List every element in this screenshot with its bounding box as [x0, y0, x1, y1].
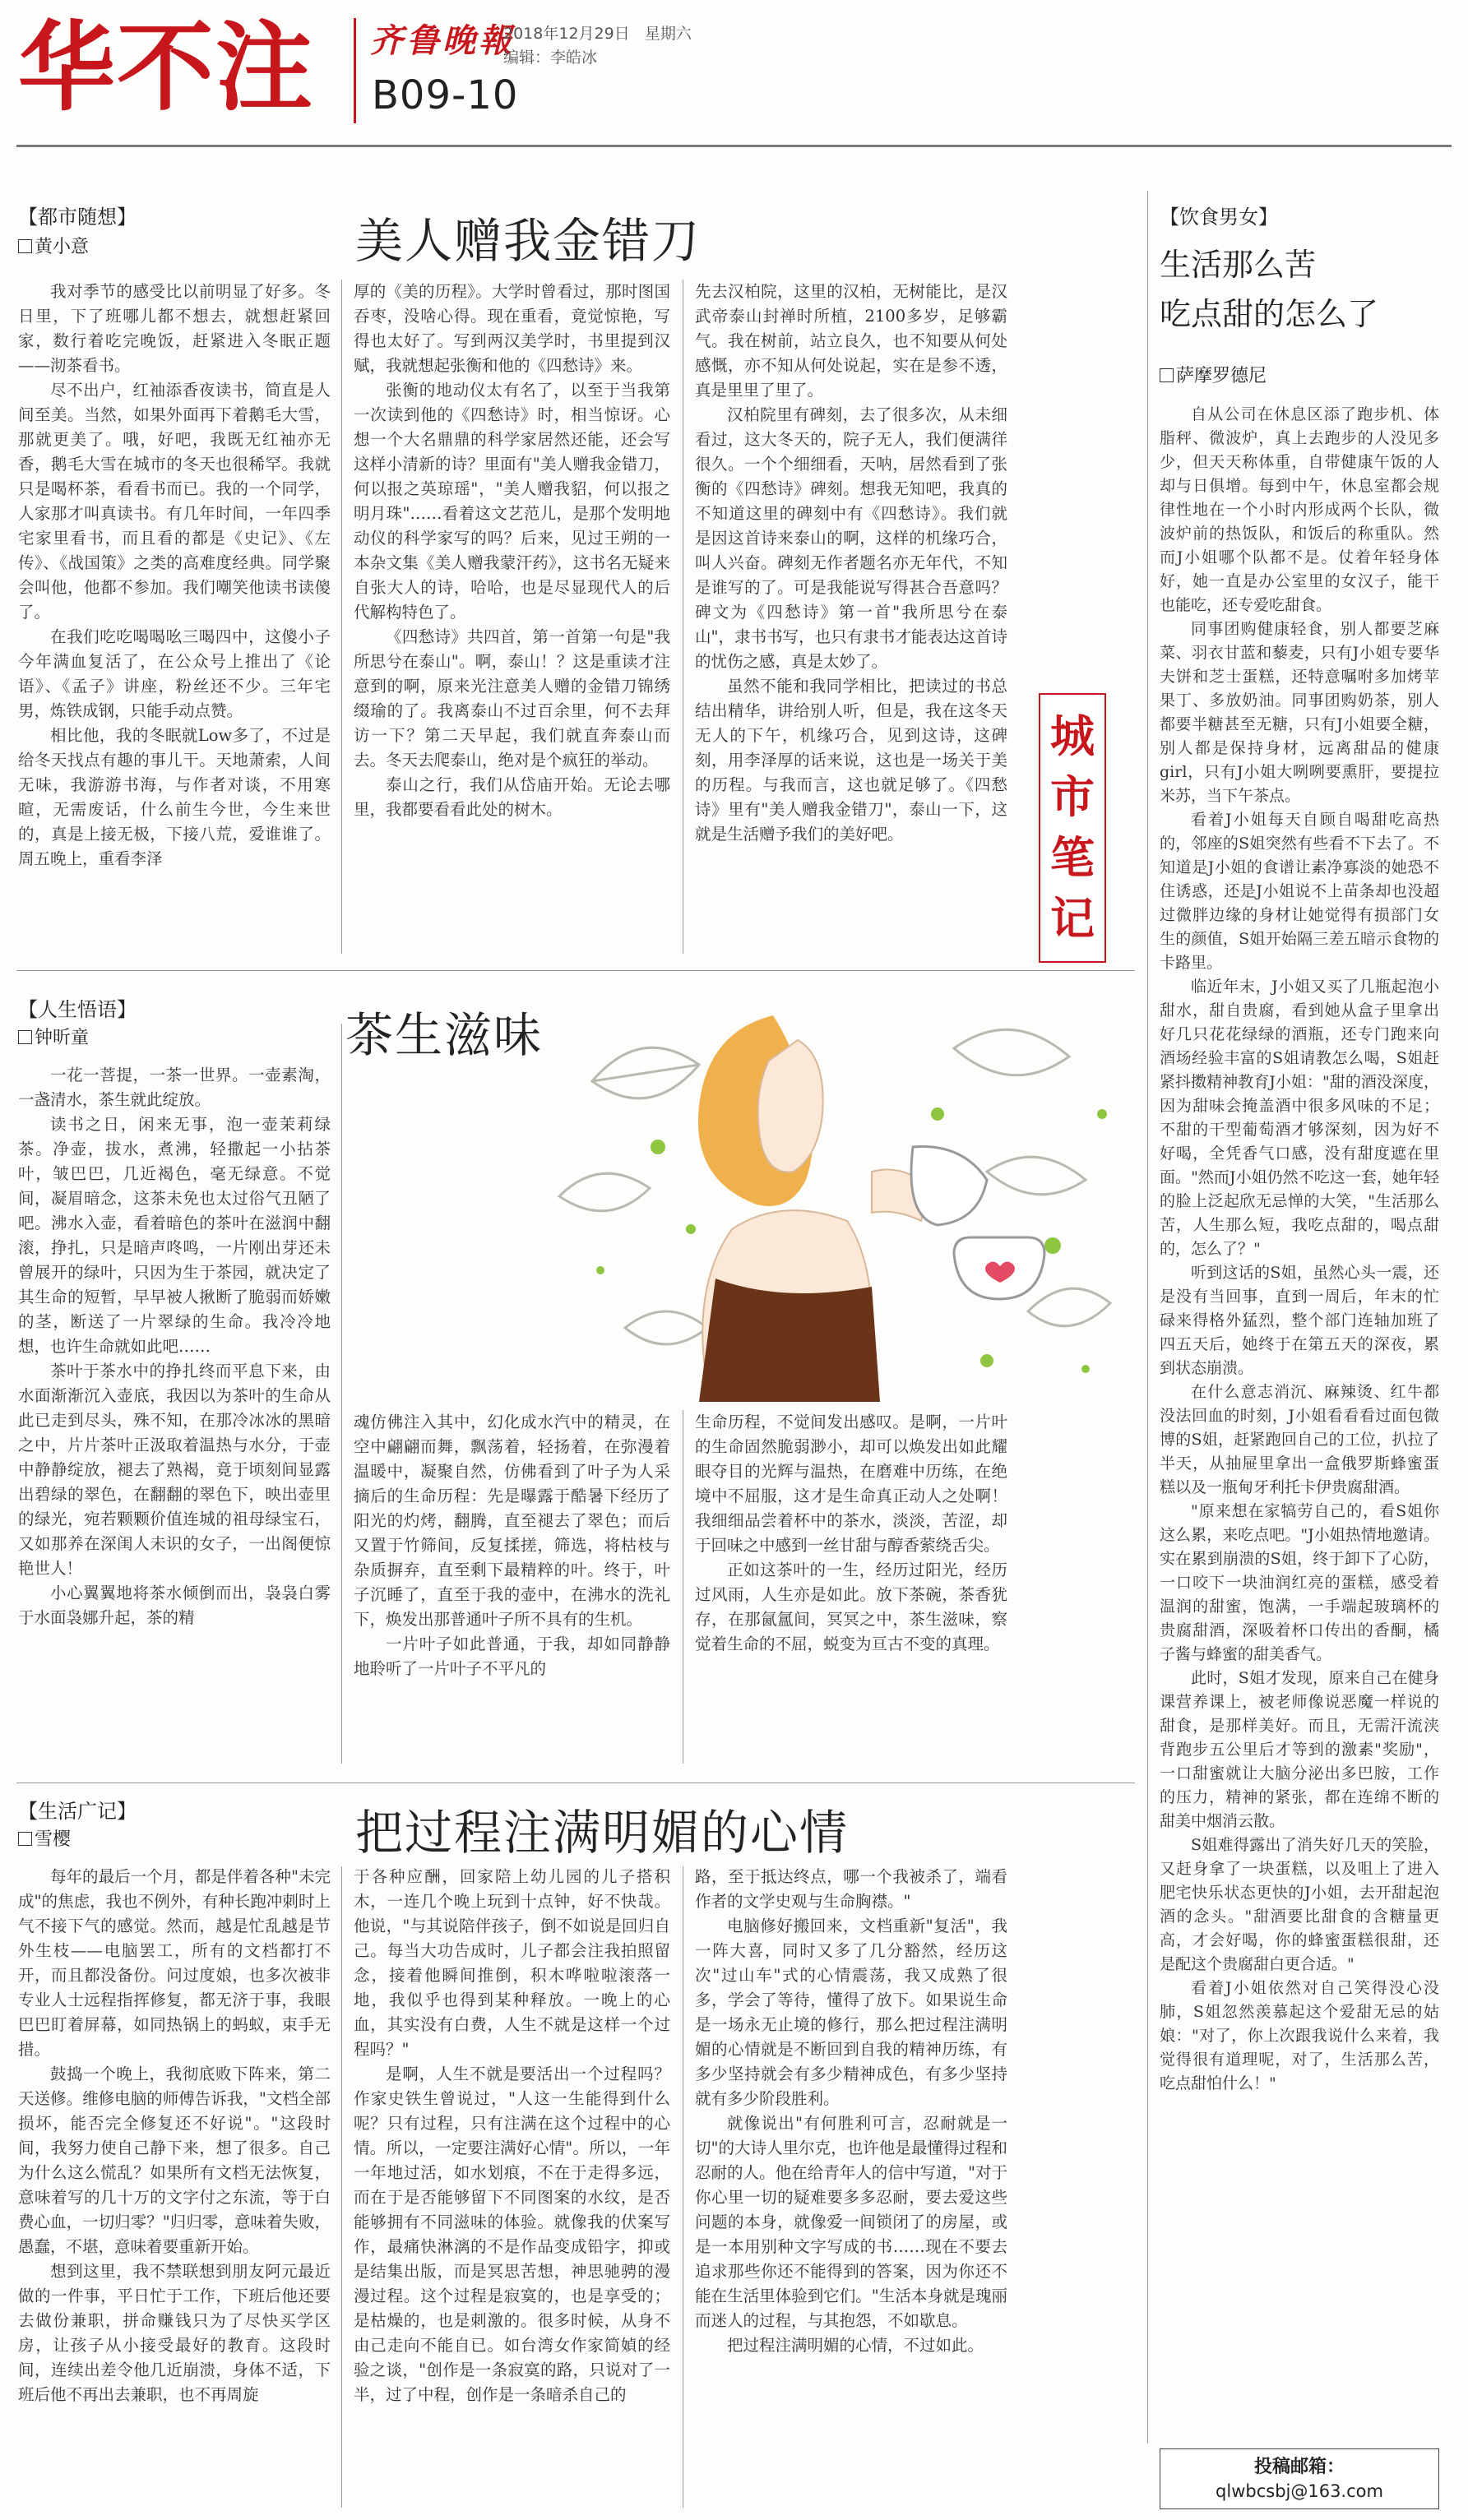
- paragraph: 听到这话的S姐，虽然心头一震，还是没有当回事，直到一周后，年末的忙碌来得格外猛烈，整个部门连轴加班了四五天后，她终于在第五天的深夜，累到状态崩溃。: [1160, 1264, 1439, 1377]
- byline: [18, 233, 89, 258]
- article-title: 把过程注满明媚的心情: [355, 1805, 850, 1861]
- masthead-divider: [354, 18, 356, 123]
- paragraph: 《四愁诗》共四首，第一首第一句是"我所思兮在泰山"。啊，泰山！？这是重读才注意到的啊，原来光注意美人赠的金错刀锦绣缀瑜的了。我离泰山不过百余里，何不去拜访一下？第二天早起，我们就直奔泰山而去。冬天去爬泰山，绝对是个疯狂的举动。: [354, 627, 670, 770]
- teapot: [911, 1147, 987, 1226]
- article-column-2: [354, 1865, 670, 2407]
- paragraph: 茶叶于茶水中的挣扎终而平息下来，由水面渐渐沉入壶底，我因以为茶叶的生命从此已走到尽头，殊不知，在那冷冰冰的黑暗之中，片片茶叶正汲取着温热与水分，于壶中静静绽放，褪去了熟褐，竟于顷刻间显露出碧绿的翠色，在翻翻的翠色下，映出壶里的绿光，宛若颗颗价值连城的祖母绿宝石，又如那养在深闺人未识的女子，一出阁便惊艳世人！: [18, 1362, 331, 1578]
- byline: [1160, 362, 1267, 387]
- col-divider: [341, 1024, 342, 1764]
- author-name: 萨摩罗德尼: [1176, 366, 1267, 386]
- paragraph: 是啊，人生不就是要活出一个过程吗？作家史铁生曾说过，"人这一生能得到什么呢？只有过程，只有注满在这个过程中的心情。所以，一定要注满好心情"。所以，一年一年地过活，如水划痕，不在于走得多远，而在于是否能够留下不同图案的水纹，是否能够拥有不同滋味的体验。就像我的伏案写作，最痛快淋漓的不是作品变成铅字，抑或是结集出版，而是冥思苦想，神思驰骋的漫漫过程。这个过程是寂寞的，也是享受的；是枯燥的，也是刺激的。很多时候，从身不由己走向不能自已。如台湾女作家简媜的经验之谈，"创作是一条寂寞的路，只说对了一半，过了中程，创作是一条暗杀自己的: [354, 2065, 670, 2404]
- column-label: 【生活广记】: [18, 1800, 137, 1823]
- paragraph: 在什么意志消沉、麻辣烫、红牛都没法回血的时刻，J小姐看看看过面包微博的S姐，赶紧跑回自己的工位，扒拉了半天，从抽屉里拿出一盒俄罗斯蜂蜜蛋糕以及一瓶甸牙利托卡伊贵腐甜酒。: [1160, 1383, 1439, 1496]
- column-label: 【饮食男女】: [1160, 206, 1278, 229]
- paragraph: 生命历程，不觉间发出感叹。是啊，一片叶的生命固然脆弱渺小，却可以焕发出如此耀眼夺目的光辉与温热，在磨难中历练，在绝境中不屈服，这才是生命真正动人之处啊！我细细品尝着杯中的茶水，淡淡，苦涩，却于回味之中感到一丝甘甜与醇香萦绕舌尖。: [695, 1413, 1007, 1555]
- article-column-1: [18, 280, 331, 872]
- author-name: 钟昕童: [35, 1028, 90, 1048]
- paragraph: 想到这里，我不禁联想到朋友阿元最近做的一件事，平日忙于工作，下班后他还要去做份兼职，拼命赚钱只为了尽快买学区房，让孩子从小接受最好的教育。这段时间，连续出差令他几近崩溃，身体不适，下班后他不再出去兼职，也不再周旋: [18, 2262, 331, 2404]
- stamp-text: 城市笔记: [1050, 710, 1095, 945]
- paragraph: 厚的《美的历程》。大学时曾看过，那时图国吞枣，没啥心得。现在重看，竟觉惊艳，写得也太好了。写到两汉美学时，书里提到汉赋，我就想起张衡和他的《四愁诗》来。: [354, 282, 670, 375]
- section-divider-1: [16, 970, 1135, 971]
- paragraph: 此时，S姐才发现，原来自己在健身课营养课上，被老师像说恶魔一样说的甜食，是那样美好。而且，无需汗流浃背跑步五公里后才等到的激素"奖励"，一口甜蜜就让大脑分泌出多巴胺，工作的压力，精神的紧张，都在连绵不断的甜美中烟消云散。: [1160, 1669, 1439, 1830]
- paragraph: 在我们吃吃喝喝吆三喝四中，这傻小子今年满血复活了，在公众号上推出了《论语》、《孟子》讲座，粉丝还不少。三年宅男，炼铁成钢，只能手动点赞。: [18, 627, 331, 720]
- author-name: 雪樱: [35, 1829, 72, 1850]
- right-column-divider: [1147, 191, 1148, 2444]
- article-title-line-1: 生活那么苦: [1160, 247, 1317, 283]
- paragraph: "原来想在家犒劳自己的，看S姐你这么累，来吃点吧。"J小姐热情地邀请。实在累到崩溃的S姐，终于卸下了心防，一口咬下一块油润红亮的蛋糕，感受着温润的甜蜜，饱满，一手端起玻璃杯的贵腐甜酒，深吸着杯口传出的香酮，橘子酱与蜂蜜的甜美香气。: [1160, 1502, 1439, 1663]
- section-divider-2: [16, 1782, 1135, 1783]
- paragraph: 泰山之行，我们从岱庙开始。无论去哪里，我都要看看此处的树木。: [354, 775, 670, 819]
- paragraph: 同事团购健康轻食，别人都要芝麻菜、羽衣甘蓝和藜麦，只有J小姐专要华夫饼和芝士蛋糕，还特意嘱咐多加烤苹果丁、多放奶油。同事团购奶茶，别人都要半糖甚至无糖，只有J小姐要全糖，别人都是保持身材，远离甜品的健康girl，只有J小姐大咧咧要熏肝，要提拉米苏，当下午茶点。: [1160, 620, 1439, 805]
- issue-date: 2018年12月29日: [503, 25, 630, 43]
- paragraph: 虽然不能和我同学相比，把读过的书总结出精华，讲给别人听，但是，我在这冬天无人的下午，机缘巧合，见到这诗，这碑刻，用李泽厚的话来说，这也是一场关于美的历程。与我而言，这也就足够了。《四愁诗》里有"美人赠我金错刀"，泰山一下，这就是生活赠予我们的美好吧。: [695, 677, 1007, 844]
- paragraph: 小心翼翼地将茶水倾倒而出，袅袅白雾于水面袅娜升起，茶的精: [18, 1584, 331, 1627]
- paragraph: 相比他，我的冬眠就Low多了，不过是给冬天找点有趣的事儿干。天地萧索，人间无味，我游游书海，与作者对谈，不用寒暄，无需废话，什么前生今世，今生来世的，真是上接无极，下接八荒，爱谁谁了。周五晚上，重看李泽: [18, 726, 331, 868]
- author-name: 黄小意: [35, 237, 90, 257]
- paragraph: 看着J小姐依然对自己笑得没心没肺，S姐忽然羡慕起这个爱甜无忌的姑娘："对了，你上次跟我说什么来着，我觉得很有道理呢，对了，生活那么苦，吃点甜怕什么！": [1160, 1979, 1439, 2092]
- paragraph: 把过程注满明媚的心情，不过如此。: [727, 2336, 984, 2355]
- paragraph: 尽不出户，红袖添香夜读书，简直是人间至美。当然，如果外面再下着鹅毛大雪，那就更美了。哦，好吧，我既无红袖亦无香，鹅毛大雪在城市的冬天也很稀罕。我就只是喝杯茶，看看书而已。我的一个同学，人家那才叫真读书。有几年时间，一年四季宅家里看书，而且看的都是《史记》、《左传》、《战国策》之类的高难度经典。同学聚会叫他，他都不参加。我们嘲笑他读书读傻了。: [18, 381, 331, 622]
- submission-label: 投稿邮箱：: [1253, 2457, 1345, 2477]
- article-column-1: [18, 1865, 331, 2407]
- article-title-line-2: 吃点甜的怎么了: [1160, 296, 1379, 332]
- byline-box-icon: [18, 1030, 32, 1044]
- paragraph: 鼓捣一个晚上，我彻底败下阵来，第二天送修。维修电脑的师傅告诉我，"文档全部损坏，能否完全修复还不好说"。"这段时间，我努力使自己静下来，想了很多。自己为什么这么慌乱？如果所有文档无法恢复，意味着写的几十万的文字付之东流，等于白费心血，一切归零？"归归零，意味着失败，愚蠢，不堪，意味着要重新开始。: [18, 2065, 331, 2256]
- issue-weekday: 星期六: [644, 25, 692, 43]
- paragraph: 电脑修好搬回来，文档重新"复活"，我一阵大喜，同时又多了几分豁然，经历这次"过山车"式的心情震荡，我又成熟了很多，学会了等待，懂得了放下。如果说生命是一场永无止境的修行，那么把过程注满明媚的心情就是不断回到自我的精神历练，有多少坚持就会有多少精神成色，有多少坚持就有多少阶段胜利。: [695, 1917, 1007, 2108]
- paragraph: 看着J小姐每天自顾自喝甜吃高热的，邻座的S姐突然有些看不下去了。不知道是J小姐的食谱让素净寡淡的她恐不住诱惑，还是J小姐说不上苗条却也没超过微胖边缘的身材让她觉得有损部门女生的颜值，S姐开始隔三差五暗示食物的卡路里。: [1160, 811, 1439, 972]
- article-column-3: [695, 280, 1007, 847]
- byline-box-icon: [18, 1832, 32, 1846]
- byline-box-icon: [1160, 368, 1174, 382]
- paragraph: 魂仿佛注入其中，幻化成水汽中的精灵，在空中翩翩而舞，飘荡着，轻扬着，在弥漫着温暖中，凝聚自然，仿佛看到了叶子为人采摘后的生命历程：先是曝露于酷暑下经历了阳光的灼烤，翻腾，直至褪去了翠色；而后又置于竹筛间，反复揉搓，筛选，将枯枝与杂质摒弃，直至剩下最精粹的叶。终于，叶子沉睡了，直至于我的壶中，在沸水的洗礼下，焕发出那普通叶子所不具有的生机。: [354, 1413, 670, 1629]
- byline-box-icon: [18, 239, 32, 253]
- paragraph: 正如这茶叶的一生，经历过阳光，经历过风雨，人生亦是如此。放下茶碗，茶香犹存，在那氤氲间，冥冥之中，茶生滋味，察觉着生命的不屈，蜕变为亘古不变的真理。: [695, 1561, 1007, 1653]
- paragraph: 路，至于抵达终点，哪一个我被杀了，端看作者的文学史观与生命胸襟。": [695, 1867, 1007, 1911]
- paragraph: 我对季节的感受比以前明显了好多。冬日里，下了班哪儿都不想去，就想赶紧回家，数行着吃完晚饭，赶紧进入冬眠正题——沏茶看书。: [18, 282, 331, 375]
- article-column-1: [18, 1063, 331, 1630]
- paragraph: 汉柏院里有碑刻，去了很多次，从未细看过，这大冬天的，院子无人，我们便满徉很久。一个个细细看，天呐，居然看到了张衡的《四愁诗》碑刻。想我无知吧，我真的不知道这里的碑刻中有《四愁诗》。我们就是因这首诗来泰山的啊，这样的机缘巧合，叫人兴奋。碑刻无作者题名亦无年代，不知是谁写的了。可是我能说写得甚合吾意吗？碑文为《四愁诗》第一首"我所思兮在泰山"，隶书书写，也只有隶书才能表达这首诗的忧伤之感，真是太妙了。: [695, 405, 1007, 671]
- dress: [699, 1278, 880, 1402]
- column-label: 【都市随想】: [18, 206, 137, 229]
- paragraph: 读书之日，闲来无事，泡一壶茉莉绿茶。净壶，拔水，煮沸，轻撒起一小拈茶叶，皱巴巴，几近褐色，毫无绿意。不觉间，凝眉暗念，这茶未免也太过俗气丑陋了吧。沸水入壶，看着暗色的茶叶在滋润中翻滚，挣扎，只是暗声咚鸣，一片刚出芽还未曾展开的绿叶，只因为生于茶园，就决定了其生命的短暂，早早被人揪断了脆弱而娇嫩的茎，断送了一片翠绿的生命。我冷冷地想，也许生命就如此吧……: [18, 1115, 331, 1356]
- column-label: 【人生悟语】: [18, 998, 137, 1021]
- article-column-3: [695, 1410, 1007, 1657]
- article-title: 美人赠我金错刀: [355, 213, 702, 269]
- page-number: B09-10: [372, 72, 519, 118]
- article-column-2: [354, 1410, 670, 1681]
- paragraph: 于各种应酬，回家陪上幼儿园的儿子搭积木，一连几个晚上玩到十点钟，好不快哉。他说，"与其说陪伴孩子，倒不如说是回归自己。每当大功告成时，儿子都会注我拍照留念，接着他瞬间推倒，积木哗啦啦滚落一地，我似乎也得到某种释放。一晚上的心血，其实没有白费，人生不就是这样一个过程吗？": [354, 1867, 670, 2059]
- top-rule: [16, 145, 1452, 147]
- paragraph: 先去汉柏院，这里的汉柏，无树能比，是汉武帝泰山封禅时所植，2100多岁，足够霸气。我在树前，站立良久，也不知要从何处感慨，亦不知从何处说起，实在是参不透，真是里里了里了。: [695, 282, 1007, 400]
- issue-date-line: [503, 21, 692, 44]
- tea-illustration: [526, 983, 1135, 1406]
- newspaper-logo: 齐鲁晚報: [370, 21, 515, 60]
- paragraph: 就像说出"有何胜利可言，忍耐就是一切"的大诗人里尔克，也许他是最懂得过程和忍耐的人。他在给青年人的信中写道，"对于你心里一切的疑难要多多忍耐，要去爱这些问题的本身，就像爱一间锁闭了的房屋，或是一本用别种文字写成的书……现在不要去追求那些你还不能得到的答案，因为你还不能在生活里体验到它们。"生活本身就是瑰丽而迷人的过程，与其抱怨，不如歇息。: [695, 2114, 1007, 2330]
- byline: [18, 1024, 89, 1049]
- paragraph: 一花一菩提，一茶一世界。一壶素淘，一盏清水，茶生就此绽放。: [18, 1066, 331, 1109]
- submission-email: qlwbcsbj@163.com: [1216, 2481, 1383, 2501]
- paragraph: 一片叶子如此普通，于我，却如同静静地聆听了一片叶子不平凡的: [354, 1635, 670, 1678]
- col-divider: [341, 1866, 342, 2508]
- article-title: 茶生滋味: [345, 1007, 544, 1063]
- section-masthead-title: 华不注: [18, 11, 315, 124]
- paragraph: 每年的最后一个月，都是伴着各种"未完成"的焦虑，我也不例外，有种长跑冲刺时上气不接下气的感觉。然而，越是忙乱越是节外生枝——电脑罢工，所有的文档都打不开，而且都没备份。问过度娘，也多次被非专业人士远程指挥修复，都无济于事，我眼巴巴盯着屏幕，如同热锅上的蚂蚁，束手无措。: [18, 1867, 331, 2059]
- article-column-3: [695, 1865, 1007, 2358]
- article-column: [1160, 403, 1439, 2096]
- paragraph: 临近年末，J小姐又买了几瓶起泡小甜水，甜自贵腐，看到她从盒子里拿出好几只花花绿绿的酒瓶，还专门跑来向酒场经验丰富的S姐请教怎么喝，S姐赶紧抖擞精神教育J小姐："甜的酒没深度，因为甜味会掩盖酒中很多风味的不足；不甜的干型葡萄酒才够深刻，因为好不好喝，全凭香气口感，没有甜度遮在里面。"然而J小姐仍然不吃这一套，她年轻的脸上泛起欣无忌惮的大笑，"生活那么苦，人生那么短，我吃点甜的，喝点甜的，怎么了？": [1160, 978, 1439, 1258]
- col-divider: [341, 280, 342, 954]
- paragraph: S姐难得露出了消失好几天的笑脸，又赶身拿了一块蛋糕，以及咀上了进入肥宅快乐状态更快的J小姐，去开甜起泡酒的念头。"甜酒要比甜食的含糖量更高，才会好喝，你的蜂蜜蛋糕很甜，还是配这个贵腐甜白更合适。": [1160, 1836, 1439, 1973]
- paragraph: 自从公司在休息区添了跑步机、体脂秤、微波炉，真上去跑步的人没见多少，但天天称体重，自带健康午饭的人却与日俱增。每到中午，休息室都会规律性地在一个小时内形成两个长队，微波炉前的热饭队，和饭后的称重队。然而J小姐哪个队都不是。仗着年轻身体好，她一直是办公室里的女汉子，能干也能吃，还专爱吃甜食。: [1160, 405, 1439, 614]
- byline: [18, 1825, 71, 1851]
- paragraph: 张衡的地动仪太有名了，以至于当我第一次读到他的《四愁诗》时，相当惊讶。心想一个大名鼎鼎的科学家居然还能，还会写这样小清新的诗？里面有"美人赠我金错刀，何以报之英琼瑶"，"美人赠我貂，何以报之明月珠"……看着这文艺范儿，是那个发明地动仪的科学家写的吗？后来，见过王朔的一本杂文集《美人赠我蒙汗药》，这书名无疑来自张大人的诗，哈哈，也是尽显现代人的后代解构特色了。: [354, 381, 670, 622]
- editor-credit: 编辑：李皓冰: [503, 49, 598, 67]
- article-column-2: [354, 280, 670, 822]
